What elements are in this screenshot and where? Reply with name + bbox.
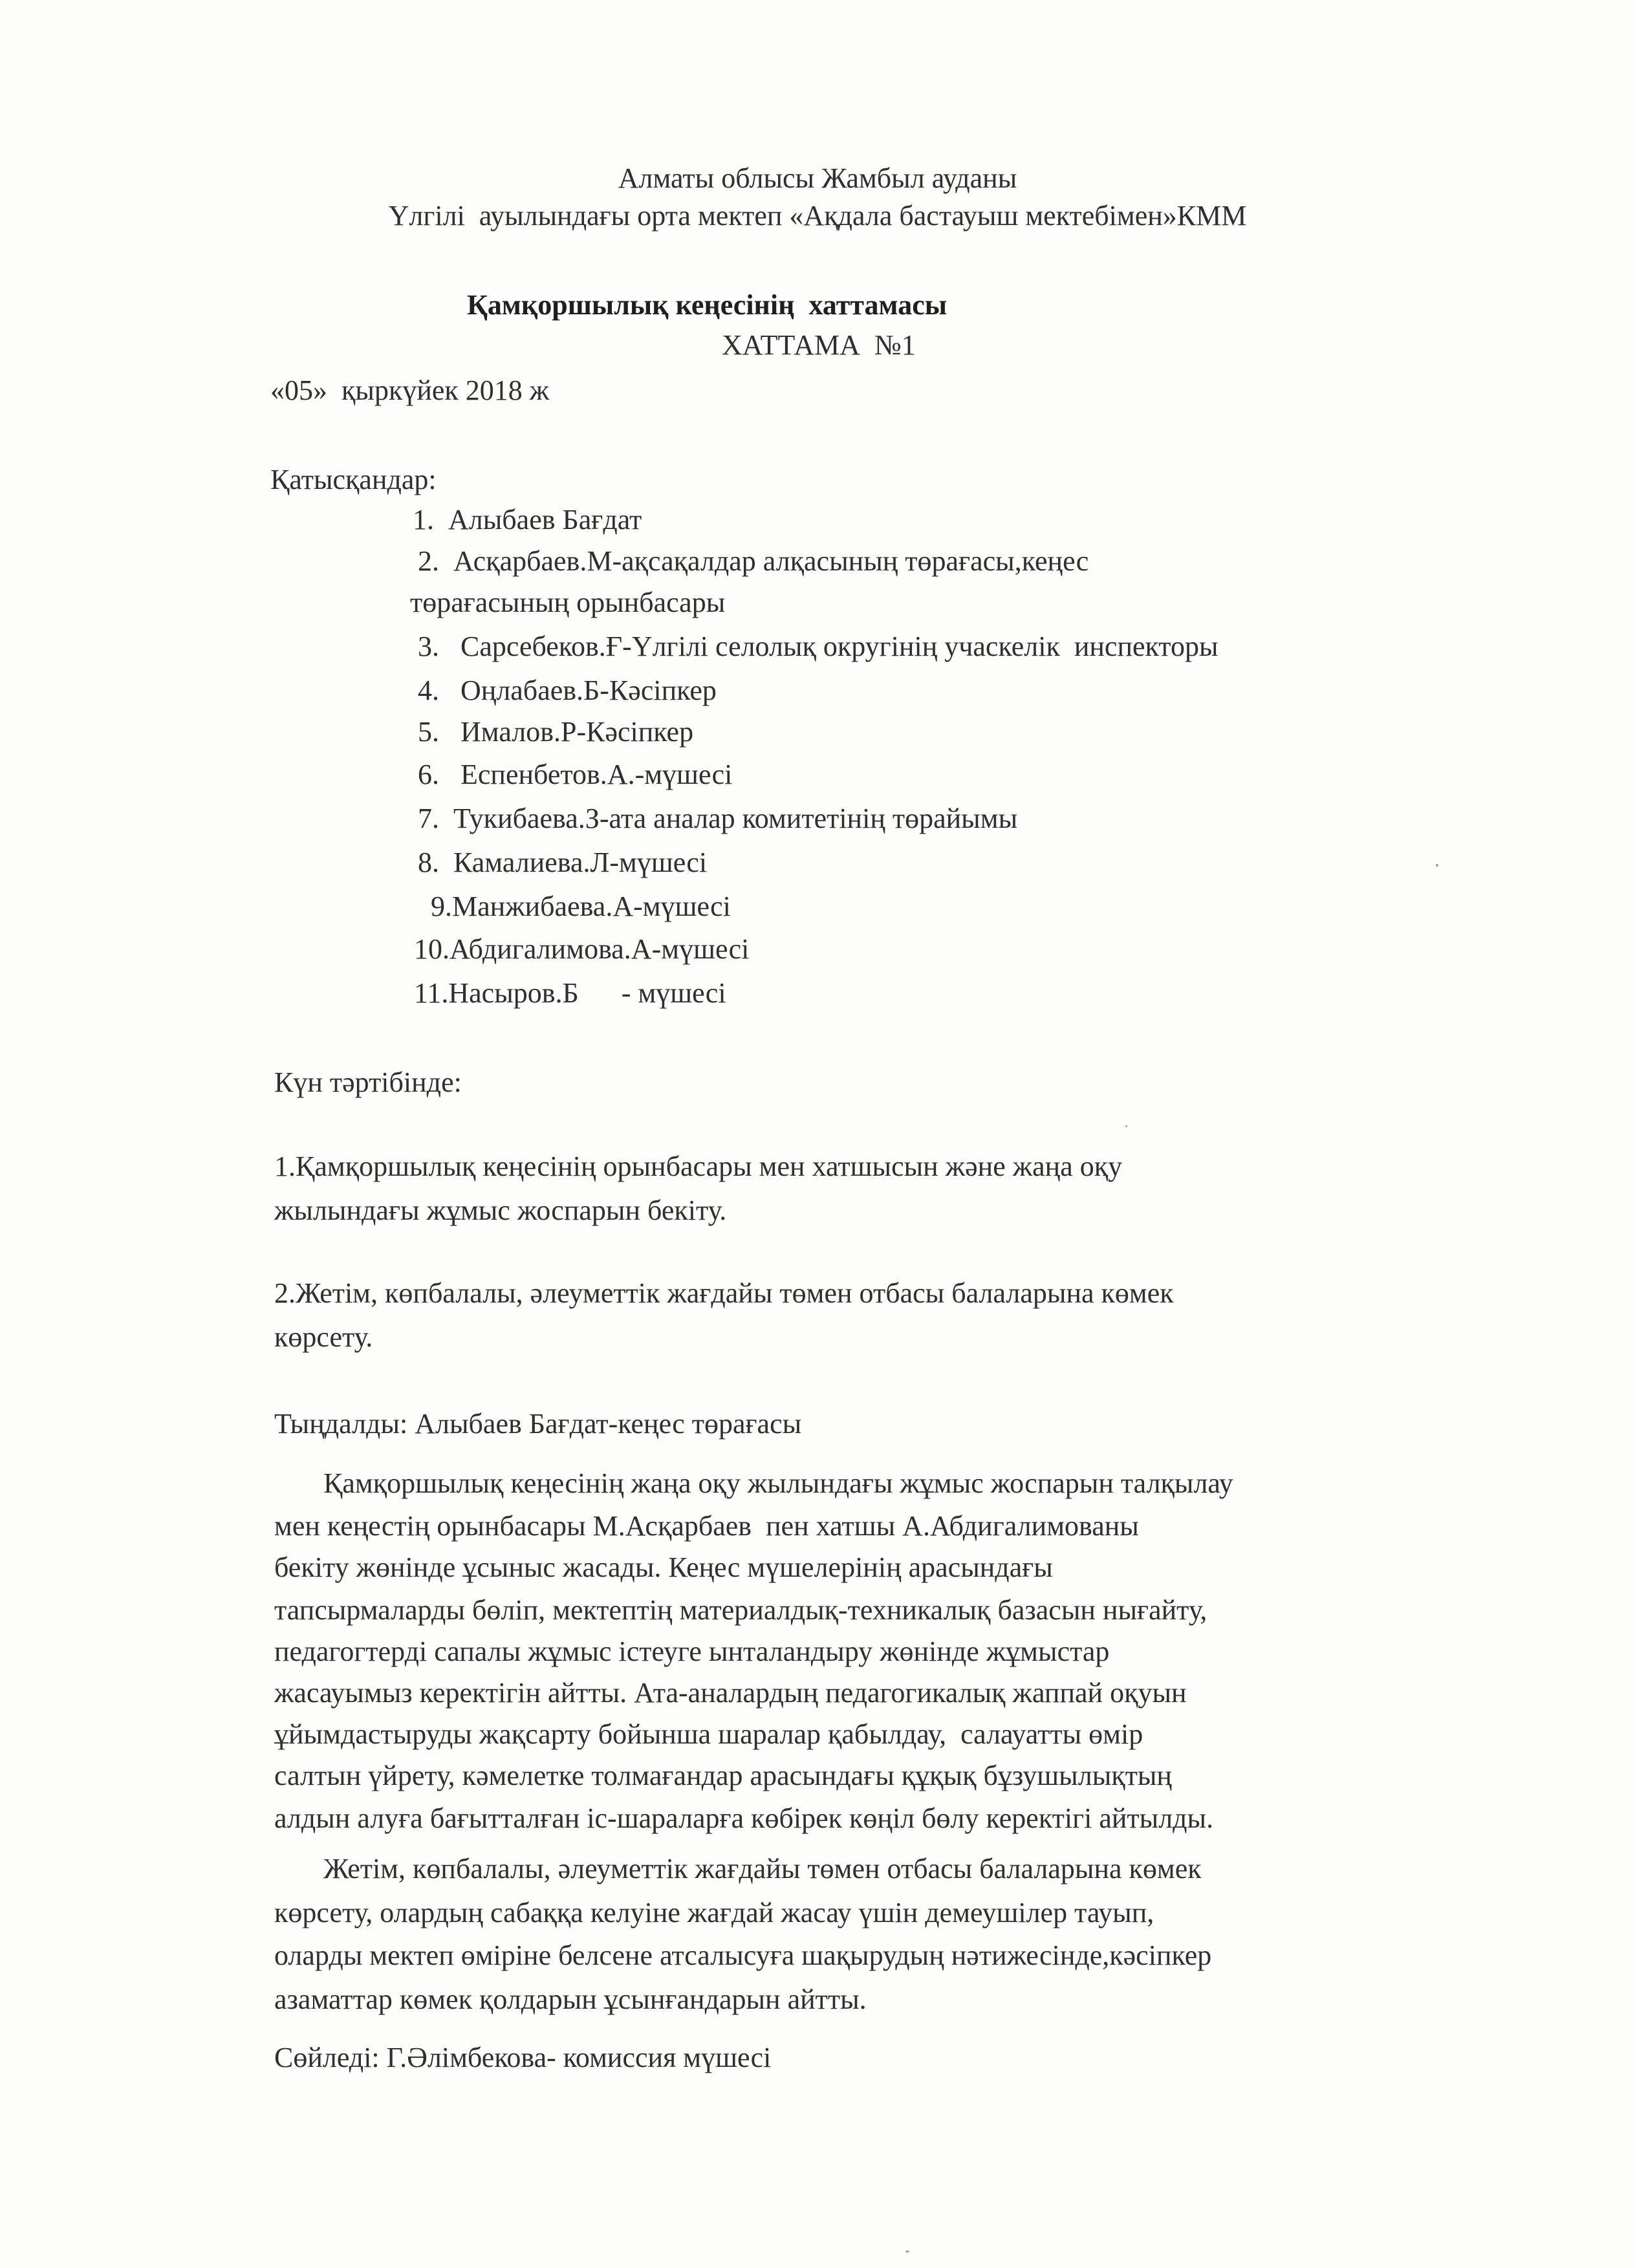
paragraph-line: көрсету, олардың сабаққа келуіне жағдай жасау үшін демеушілер тауып,: [274, 1897, 1154, 1928]
participants-label: Қатысқандар:: [270, 464, 437, 495]
paragraph-line: педагогтерді сапалы жұмыс істеуге ынталандыру жөнінде жұмыстар: [274, 1636, 1110, 1667]
header-region: Алматы облысы Жамбыл ауданы: [618, 162, 1017, 194]
paragraph-line: оларды мектеп өміріне белсене атсалысуға шақырудың нәтижесінде,кәсіпкер: [274, 1939, 1212, 1971]
participant-item: 7. Тукибаева.З-ата аналар комитетінің төрайымы: [418, 803, 1018, 834]
paragraph-line: Қамқоршылық кеңесінің жаңа оқу жылындағы жұмыс жоспарын талқылау: [323, 1467, 1233, 1499]
heard-label: Тыңдалды: Алыбаев Бағдат-кеңес төрағасы: [274, 1408, 802, 1440]
agenda-item-2-cont: көрсету.: [274, 1321, 373, 1353]
participant-item: 11.Насыров.Б - мүшесі: [414, 977, 726, 1009]
participant-item: 4. Оңлабаев.Б-Кәсіпкер: [418, 675, 717, 706]
participant-item: 3. Сарсебеков.Ғ-Үлгілі селолық округінің учаскелік инспекторы: [418, 631, 1218, 662]
paragraph-line: азаматтар көмек қолдарын ұсынғандарын айтты.: [274, 1983, 867, 2015]
scan-speck: [905, 2251, 909, 2252]
agenda-item-2: 2.Жетім, көпбалалы, әлеуметтік жағдайы төмен отбасы балаларына көмек: [274, 1277, 1174, 1309]
document-date: «05» қыркүйек 2018 ж: [270, 374, 550, 406]
participant-item: 10.Абдигалимова.А-мүшесі: [414, 933, 750, 965]
participant-item: 8. Камалиева.Л-мүшесі: [418, 847, 708, 878]
agenda-label: Күн тәртібінде:: [274, 1066, 462, 1098]
participant-item: 2. Асқарбаев.М-ақсақалдар алқасының төрағасы,кеңес: [418, 545, 1089, 577]
paragraph-line: ұйымдастыруды жақсарту бойынша шаралар қабылдау, салауатты өмір: [274, 1718, 1143, 1750]
participant-item: 1. Алыбаев Бағдат: [413, 504, 642, 535]
paragraph-line: бекіту жөнінде ұсыныс жасады. Кеңес мүшелерінің арасындағы: [274, 1551, 1053, 1583]
participant-item: 6. Еспенбетов.А.-мүшесі: [418, 759, 733, 790]
paragraph-line: тапсырмаларды бөліп, мектептің материалдық-техникалық базасын нығайту,: [274, 1594, 1207, 1626]
protocol-number: ХАТТАМА №1: [722, 329, 916, 361]
paragraph-line: Жетім, көпбалалы, әлеуметтік жағдайы төмен отбасы балаларына көмек: [323, 1853, 1202, 1885]
paragraph-line: салтын үйрету, кәмелетке толмағандар арасындағы құқық бұзушылықтың: [274, 1760, 1172, 1791]
agenda-item-1: 1.Қамқоршылық кеңесінің орынбасары мен хатшысын және жаңа оқу: [274, 1150, 1123, 1182]
scan-speck: [1436, 864, 1438, 867]
paragraph-line: жасауымыз керектігін айтты. Ата-аналардың педагогикалық жаппай оқуын: [274, 1677, 1187, 1709]
agenda-item-1-cont: жылындағы жұмыс жоспарын бекіту.: [274, 1194, 727, 1226]
header-school: Үлгілі ауылындағы орта мектеп «Ақдала бастауыш мектебімен»КММ: [388, 200, 1247, 232]
document-title: Қамқоршылық кеңесінің хаттамасы: [467, 289, 947, 321]
scan-speck: [1125, 1125, 1127, 1127]
paragraph-line: алдын алуға бағытталған іс-шараларға көбірек көңіл бөлу керектігі айтылды.: [274, 1802, 1214, 1834]
participant-item-continuation: төрағасының орынбасары: [410, 587, 726, 618]
paragraph-line: мен кеңестің орынбасары М.Асқарбаев пен хатшы А.Абдигалимованы: [274, 1510, 1139, 1542]
participant-item: 5. Ималов.Р-Кәсіпкер: [418, 716, 694, 748]
participant-item: 9.Манжибаева.А-мүшесі: [431, 891, 731, 922]
spoke-label: Сөйледі: Г.Әлімбекова- комиссия мүшесі: [274, 2042, 772, 2073]
